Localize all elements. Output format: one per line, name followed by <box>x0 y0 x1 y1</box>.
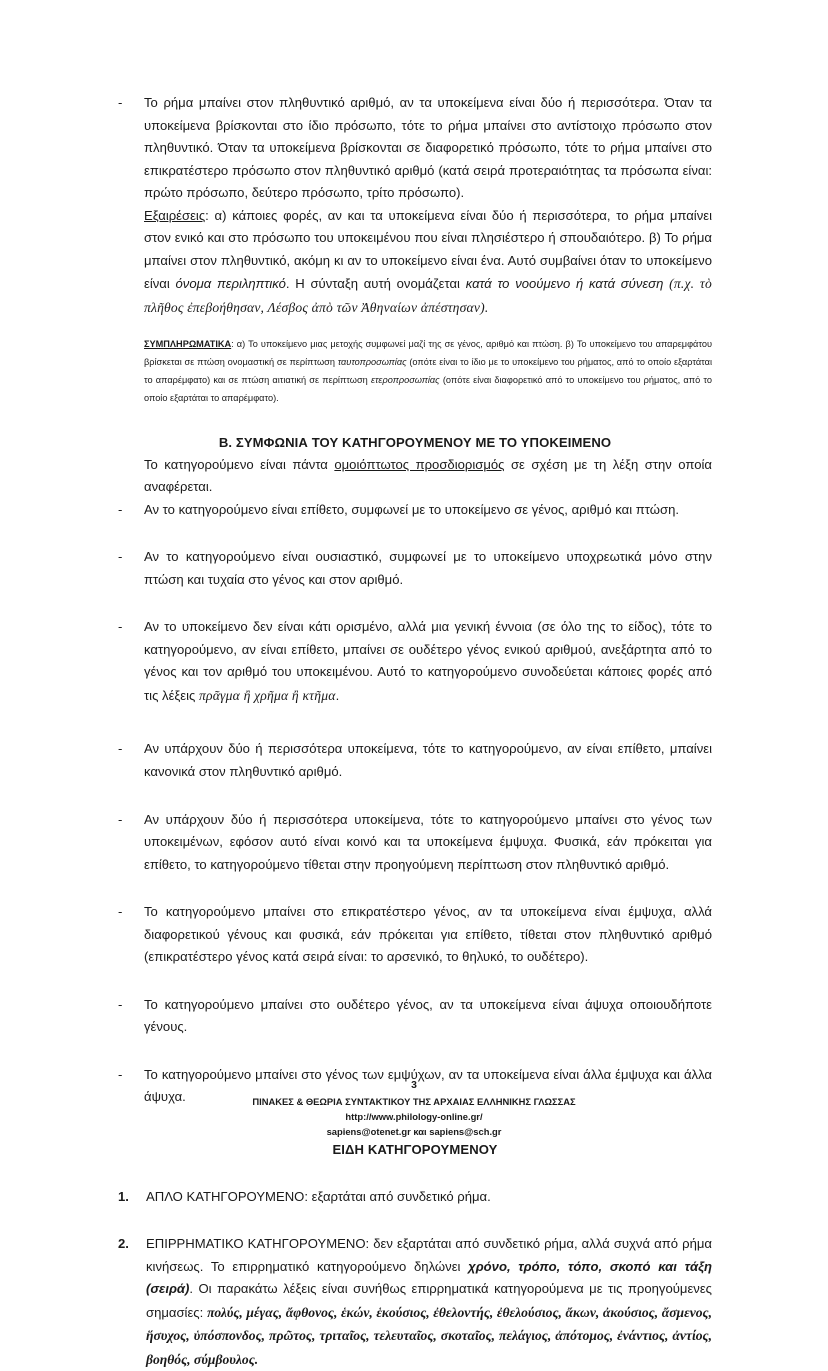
paragraph-exceptions <box>144 205 712 320</box>
numbered-list-item <box>118 1186 712 1209</box>
text-run: (οπότε είναι διαφορετικό από το υποκείμενο του ρήματος, από το οποίο εξαρτάται το απαρέμφατο). <box>144 375 712 403</box>
supplementary-label: ΣΥΜΠΛΗΡΩΜΑΤΙΚΑ <box>144 339 232 350</box>
text-run: . Οι παρακάτω λέξεις είναι συνήθως επιρρηματικά κατηγορούμενα με τις προηγούμενες σημασίες: <box>146 1281 712 1320</box>
text-run: : α) Το υποκείμενο μιας μετοχής συμφωνεί μαζί της σε γένος, αριθμό και πτώση. β) Το υποκείμενο του απαρεμφάτου βρίσκεται σε πτώση ονομαστική σε περίπτωση <box>144 339 712 368</box>
bullet-dash-icon: - <box>118 904 123 920</box>
list-item-body <box>144 901 712 969</box>
supplementary-note <box>118 336 712 408</box>
page-content <box>118 92 712 1371</box>
list-item-body <box>144 994 712 1039</box>
spacer <box>118 521 712 546</box>
spacer <box>118 1039 712 1064</box>
numbered-list-item <box>118 1233 712 1371</box>
supplementary-note-body <box>144 336 712 408</box>
text-run: Το κατηγορούμενο είναι πάντα <box>144 456 335 472</box>
list-item <box>118 809 712 877</box>
italic-term-collective-noun: όνομα περιληπτικό <box>175 276 286 292</box>
bullet-dash-icon: - <box>118 501 123 517</box>
list-item-body <box>144 738 712 783</box>
list-item-body <box>144 546 712 591</box>
spacer <box>118 784 712 809</box>
text-run: : εξαρτάται από συνδετικό ρήμα. <box>304 1188 491 1204</box>
page-footer <box>0 1078 828 1140</box>
exceptions-label: Εξαιρέσεις <box>144 207 206 223</box>
greek-example-citation: (π.χ. τὸ πλῆθος ἐπεβοήθησαν, Λέσβος ἀπὸ τῶν Ἀθηναίων ἀπέστησαν). <box>144 276 712 315</box>
bullet-dash-icon: - <box>118 741 123 757</box>
paragraph-adjective-predicate: Αν το κατηγορούμενο είναι επίθετο, συμφωνεί με το υποκείμενο σε γένος, αριθμό και πτώση. <box>144 501 679 517</box>
bullet-dash-icon: - <box>118 1066 123 1082</box>
numbered-list-item-body <box>146 1186 712 1209</box>
list-number: 2. <box>118 1236 129 1252</box>
text-run: Αν το υποκείμενο δεν είναι κάτι ορισμένο, αλλά μια γενική έννοια (σε όλο της το είδος), τότε το κατηγορούμενο, αν είναι επίθετο, μπαίνει σε ουδέτερο γένος ενικού αριθμού, ανεξάρτητα από το γένος και τον αριθμό του υποκειμένου. Αυτό το κατηγορούμενο συνοδεύεται κάποιες φορές από τις λέξεις <box>144 619 712 703</box>
text-run: (οπότε είναι το ίδιο με το υποκείμενο του ρήματος, από το οποίο εξαρτάται το απαρέμφατο) και σε πτώση αιτιατική σε περίπτωση <box>144 357 712 386</box>
text-run: . Η σύνταξη αυτή ονομάζεται <box>285 276 466 292</box>
paragraph-supplementary <box>144 336 712 408</box>
list-item <box>118 616 712 707</box>
list-item-body <box>144 499 712 522</box>
paragraph-general-concept <box>144 616 712 707</box>
list-item <box>118 546 712 591</box>
text-run: . <box>335 687 340 703</box>
greek-words-pragma-chrima-ktima: πρᾶγμα ἢ χρῆμα ἢ κτῆμα <box>198 687 336 703</box>
paragraph-common-gender: Αν υπάρχουν δύο ή περισσότερα υποκείμενα, τότε το κατηγορούμενο μπαίνει στο γένος των υποκειμένων, εφόσον αυτό είναι κοινό και τα υποκείμενα έμψυχα. Φυσικά, εάν πρόκειται για επίθετο, το κατηγορούμενο τίθεται στην προηγούμενη περίπτωση στον πληθυντικό αριθμό. <box>144 811 712 872</box>
list-item <box>118 994 712 1039</box>
spacer <box>118 707 712 738</box>
list-item-body <box>144 92 712 319</box>
italic-term-kata-noumeno: κατά το νοούμενο ή κατά σύνεση <box>465 276 664 292</box>
spacer <box>118 1161 712 1186</box>
italic-term-tautoprosopia: ταυτοπροσωπίας <box>337 357 407 368</box>
list-item-body <box>144 616 712 707</box>
paragraph-neuter-gender: Το κατηγορούμενο μπαίνει στο ουδέτερο γένος, αν τα υποκείμενα είναι άψυχα οποιουδήποτε γένους. <box>144 996 712 1035</box>
greek-word-list: πολύς, μέγας, ἄφθονος, ἑκών, ἑκούσιος, ἐθελοντής, ἐθελούσιος, ἄκων, ἀκούσιος, ἄσμενος, ἥσυχος, ὑπόσπονδος, πρῶτος, τριταῖος, τελευταῖος, σκοταῖος, πελάγιος, ἀπότομος, ἐνάντιος, ἀντίος, βοηθός, σύμβουλος. <box>146 1304 712 1367</box>
list-item <box>118 499 712 522</box>
footer-emails[interactable]: sapiens@otenet.gr και sapiens@sch.gr <box>326 1126 502 1138</box>
paragraph-predicate-definition <box>144 454 712 499</box>
section-heading-b: Β. ΣΥΜΦΩΝΙΑ ΤΟΥ ΚΑΤΗΓΟΡΟΥΜΕΝΟΥ ΜΕ ΤΟ ΥΠΟΚΕΙΜΕΝΟ <box>218 434 612 450</box>
section-heading-types: ΕΙΔΗ ΚΑΤΗΓΟΡΟΥΜΕΝΟΥ <box>332 1141 498 1157</box>
list-number: 1. <box>118 1188 129 1204</box>
footer-title: ΠΙΝΑΚΕΣ & ΘΕΩΡΙΑ ΣΥΝΤΑΚΤΙΚΟΥ ΤΗΣ ΑΡΧΑΙΑΣ ΕΛΛΗΝΙΚΗΣ ΓΛΩΣΣΑΣ <box>252 1096 576 1108</box>
paragraph-verb-agreement <box>144 92 712 205</box>
term-adverbial-predicate: ΕΠΙΡΡΗΜΑΤΙΚΟ ΚΑΤΗΓΟΡΟΥΜΕΝΟ <box>146 1236 366 1252</box>
section-b-intro-body <box>144 454 712 499</box>
term-simple-predicate: ΑΠΛΟ ΚΑΤΗΓΟΡΟΥΜΕΝΟ <box>146 1188 305 1204</box>
bullet-dash-icon: - <box>118 549 123 565</box>
footer-url[interactable]: http://www.philology-online.gr/ <box>345 1111 483 1123</box>
section-b-intro <box>118 454 712 499</box>
spacer <box>118 591 712 616</box>
page-number: 3 <box>411 1080 417 1091</box>
list-item <box>118 92 712 319</box>
list-item <box>118 901 712 969</box>
bullet-dash-icon: - <box>118 619 123 635</box>
paragraph-dominant-gender: Το κατηγορούμενο μπαίνει στο επικρατέστερο γένος, αν τα υποκείμενα είναι έμψυχα, αλλά διαφορετικού γένους και φυσικά, εάν πρόκειται για επίθετο, τίθεται στον πληθυντικό αριθμό (επικρατέστερο γένος κατά σειρά είναι: το αρσενικό, το θηλυκό, το ουδέτερο). <box>144 904 712 965</box>
spacer <box>118 408 712 433</box>
text-run: Το ρήμα μπαίνει στον πληθυντικό αριθμό, αν τα υποκείμενα είναι δύο ή περισσότερα. Όταν τα υποκείμενα βρίσκονται στο ίδιο πρόσωπο, τότε το ρήμα μπαίνει στο αντίστοιχο πρόσωπο στον πληθυντικό. Όταν τα υποκείμενα βρίσκονται σε διαφορετικό πρόσωπο, τότε το ρήμα μπαίνει στο επικρατέστερο πρόσωπο στον πληθυντικό αριθμό (κατά σειρά προτεραιότητας τα πρόσωπα είναι: πρώτο πρόσωπο, δεύτερο πρόσωπο, τρίτο πρόσωπο). <box>144 95 712 201</box>
bullet-dash-icon: - <box>118 996 123 1012</box>
list-item <box>118 738 712 783</box>
spacer <box>118 876 712 901</box>
paragraph-animate-gender: Το κατηγορούμενο μπαίνει στο γένος των εμψύχων, αν τα υποκείμενα είναι άλλα έμψυχα και άλλα άψυχα. <box>144 1066 712 1105</box>
list-item-body <box>144 809 712 877</box>
paragraph-noun-predicate: Αν το κατηγορούμενο είναι ουσιαστικό, συμφωνεί με το υποκείμενο υποχρεωτικά μόνο στην πτώση και τυχαία στο γένος και στον αριθμό. <box>144 549 712 587</box>
text-run: : δεν εξαρτάται από συνδετικό ρήμα, αλλά συχνά από ρήμα κινήσεως. Το επιρρηματικό κατηγορούμενο δηλώνει <box>146 1236 712 1274</box>
paragraph-simple-predicate <box>146 1186 712 1209</box>
italic-term-eteroprosopia: ετεροπροσωπίας <box>370 375 440 386</box>
spacer <box>118 319 712 336</box>
underlined-term-omoioptotos: ομοιόπτωτος προσδιορισμός <box>334 456 505 472</box>
bullet-dash-icon: - <box>118 811 123 827</box>
bold-italic-categories: χρόνο, τρόπο, τόπο, σκοπό και τάξη (σειρά) <box>146 1258 712 1297</box>
bullet-dash-icon: - <box>118 95 123 110</box>
spacer <box>118 1208 712 1233</box>
text-run: : α) κάποιες φορές, αν και τα υποκείμενα είναι δύο ή περισσότερα, το ρήμα μπαίνει στον ενικό και στο πρόσωπο του υποκειμένου που είναι πλησιέστερο ή σπουδαιότερο. β) Το ρήμα μπαίνει στον πληθυντικό, ακόμη κι αν το υποκείμενο είναι ένα. Αυτό συμβαίνει όταν το υποκείμενο είναι <box>144 207 712 292</box>
text-run: σε σχέση με τη λέξη στην οποία αναφέρεται. <box>144 456 712 495</box>
paragraph-adverbial-predicate <box>146 1233 712 1371</box>
spacer <box>118 969 712 994</box>
numbered-list-item-body <box>146 1233 712 1371</box>
paragraph-two-subjects-plural: Αν υπάρχουν δύο ή περισσότερα υποκείμενα, τότε το κατηγορούμενο, αν είναι επίθετο, μπαίνει κανονικά στον πληθυντικό αριθμό. <box>144 741 712 779</box>
